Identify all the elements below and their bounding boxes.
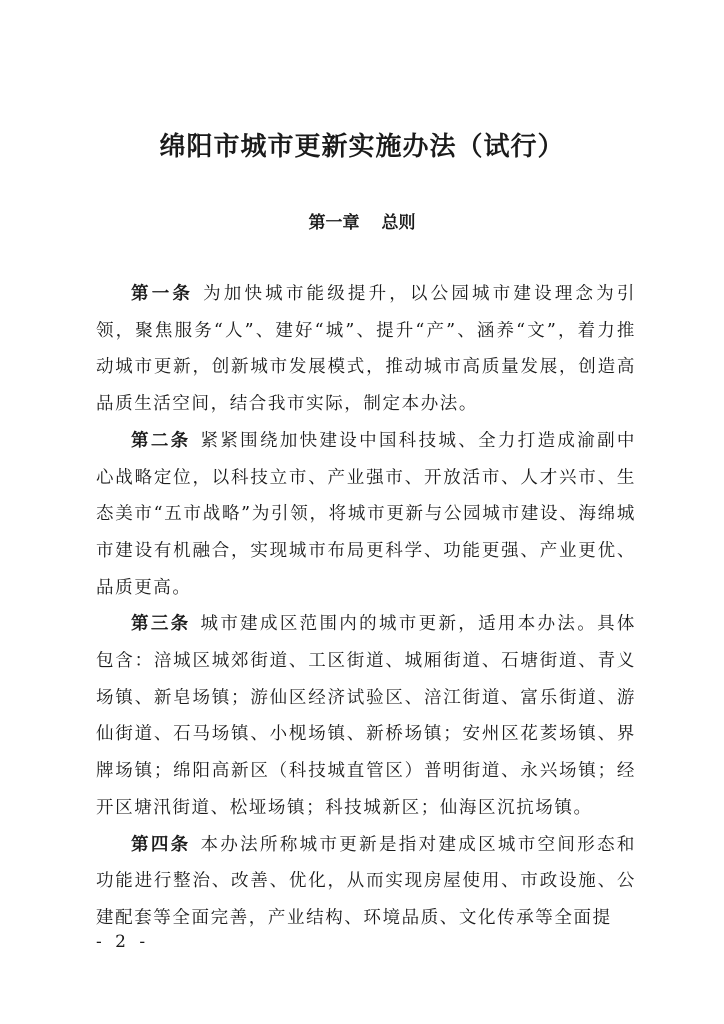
article-label: 第一条 xyxy=(131,284,194,304)
document-body xyxy=(96,276,636,937)
article-text: 本办法所称城市更新是指对建成区城市空间形态和功能进行整治、改善、优化，从而实现房屋使用、市政设施、公建配套等全面完善，产业结构、环境品质、文化传承等全面提 xyxy=(96,834,636,928)
article-1 xyxy=(96,276,636,423)
article-3 xyxy=(96,606,636,826)
article-text: 城市建成区范围内的城市更新，适用本办法。具体包含：涪城区城郊街道、工区街道、城厢街道、石塘街道、青义场镇、新皂场镇；游仙区经济试验区、涪江街道、富乐街道、游仙街道、石马场镇、小枧场镇、新桥场镇；安州区花荄场镇、界牌场镇；绵阳高新区（科技城直管区）普明街道、永兴场镇；经开区塘汛街道、松垭场镇；科技城新区；仙海区沉抗场镇。 xyxy=(96,614,636,818)
article-label: 第三条 xyxy=(131,614,191,635)
page-number: - 2 - xyxy=(96,932,150,952)
article-text: 紧紧围绕加快建设中国科技城、全力打造成渝副中心战略定位，以科技立市、产业强市、开放活市、人才兴市、生态美市“五市战略”为引领，将城市更新与公园城市建设、海绵城市建设有机融合，实现城市布局更科学、功能更强、产业更优、品质更高。 xyxy=(96,430,636,598)
chapter-number: 第一章 xyxy=(308,213,360,233)
article-4 xyxy=(96,827,636,937)
article-2 xyxy=(96,423,636,607)
article-text: 为加快城市能级提升，以公园城市建设理念为引领，聚焦服务“人”、建好“城”、提升“产”、涵养“文”，着力推动城市更新，创新城市发展模式，推动城市高质量发展，创造高品质生活空间，结合我市实际，制定本办法。 xyxy=(96,284,636,415)
document-title: 绵阳市城市更新实施办法（试行） xyxy=(159,132,565,162)
chapter-heading xyxy=(0,208,724,233)
chapter-name: 总则 xyxy=(381,213,416,233)
article-label: 第二条 xyxy=(131,430,191,451)
article-label: 第四条 xyxy=(131,834,191,855)
